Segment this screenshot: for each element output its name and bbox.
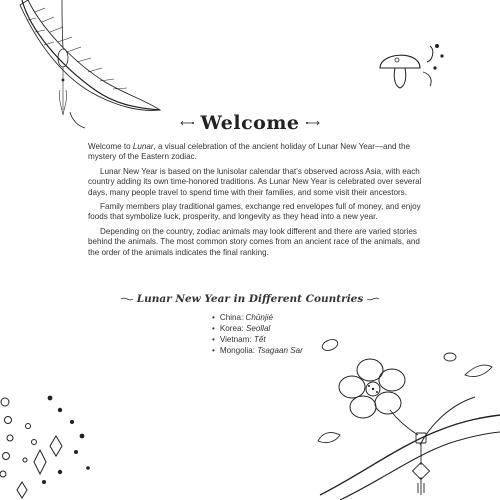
countries-heading-row xyxy=(0,293,500,305)
welcome-paragraph-3: Family members play traditional games, exchange red envelopes full of money, and enjoy foods that symbolize luck, prosperity, and longevity as they head into a new year. xyxy=(88,202,421,222)
lunar-title-emphasis: Lunar xyxy=(132,142,154,151)
dots-pattern-icon xyxy=(0,390,95,500)
welcome-paragraph-2: Lunar New Year is based on the lunisolar calendar that’s observed across Asia, with each country adding its own time-honored traditions. As Lunar New Year is celebrated over several days, many people travel to spend time with their families, and some visit their ancestors. xyxy=(88,166,422,197)
page-title: Welcome xyxy=(200,112,300,134)
right-flourish-icon xyxy=(306,118,320,128)
title-row xyxy=(0,112,500,134)
blossom-branch-icon xyxy=(300,335,500,500)
list-item: • Korea: Seollal xyxy=(212,323,303,334)
list-item: • China: Chūnjié xyxy=(212,312,303,323)
list-item: • Mongolia: Tsagaan Sar xyxy=(212,345,303,356)
list-item: • Vietnam: Tết xyxy=(212,334,303,345)
countries-heading: Lunar New Year in Different Countries xyxy=(136,293,364,305)
welcome-paragraph-4: Depending on the country, zodiac animals may look different and there are varied stories behind the animals. The most common story comes from an ancient race of the animals, and the order of the animals indicates the final ranking. xyxy=(88,226,420,257)
countries-list xyxy=(212,312,303,356)
mushroom-icon xyxy=(375,38,450,93)
welcome-paragraph-1: Welcome to Lunar, a visual celebration of the ancient holiday of Lunar New Year—and the mystery of the Eastern zodiac. xyxy=(88,142,411,162)
left-flourish-icon xyxy=(180,118,194,128)
left-heading-flourish-icon xyxy=(120,294,134,304)
welcome-body xyxy=(88,142,423,262)
right-heading-flourish-icon xyxy=(366,294,380,304)
